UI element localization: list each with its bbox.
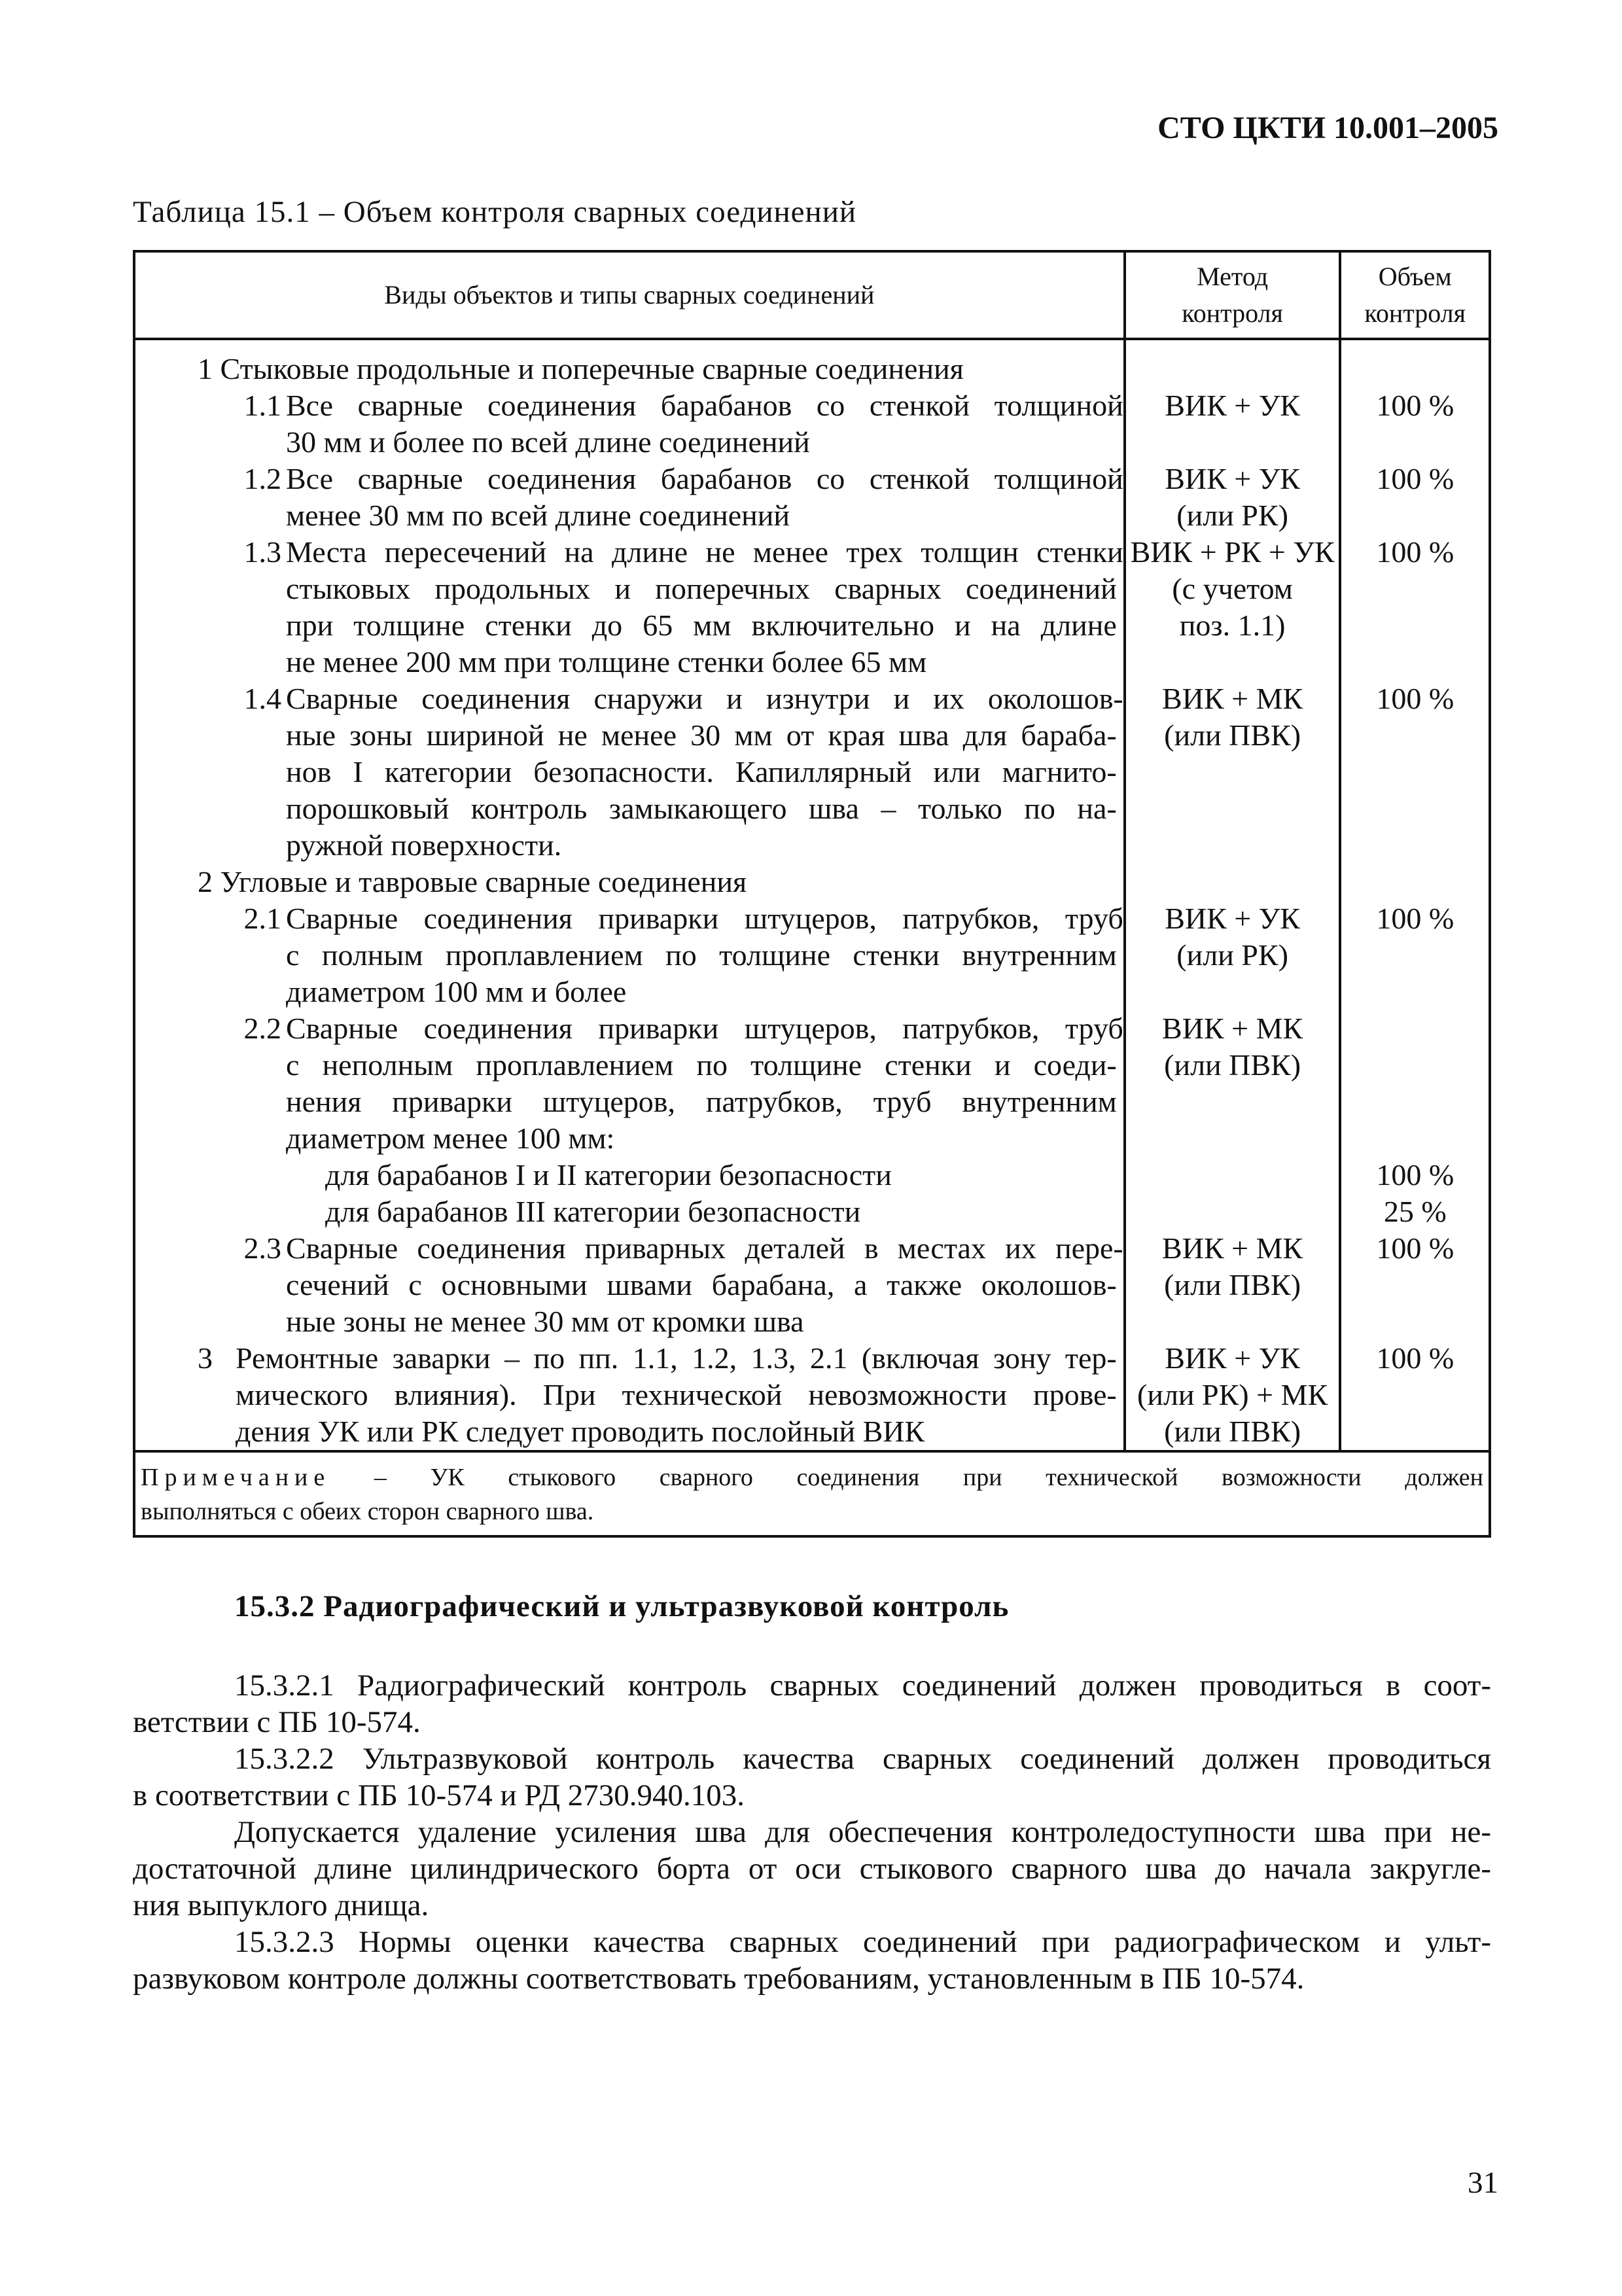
volume-value bbox=[1341, 644, 1489, 680]
objects-line: дения УК или РК следует проводить послойный ВИК bbox=[236, 1415, 925, 1448]
method-value: ВИК + УК bbox=[1165, 462, 1300, 495]
method-value bbox=[1126, 424, 1339, 461]
item-text: Сварные соединения снаружи и изнутри и их околошов- bbox=[286, 682, 1123, 715]
item-number: 1.3 bbox=[243, 535, 281, 569]
header-objects: Виды объектов и типы сварных соединений bbox=[134, 251, 1125, 339]
objects-line bbox=[135, 387, 1123, 424]
objects-line: ружной поверхности. bbox=[286, 828, 562, 862]
objects-line: менее 30 мм по всей длине соединений bbox=[286, 499, 790, 532]
item-text: Все сварные соединения барабанов со стенкой толщиной bbox=[286, 462, 1123, 495]
method-value bbox=[1126, 644, 1339, 680]
document-standard-code: СТО ЦКТИ 10.001–2005 bbox=[1157, 111, 1498, 145]
header-volume-line: Объем bbox=[1378, 262, 1452, 291]
objects-line bbox=[135, 900, 1123, 937]
objects-line: не менее 200 мм при толщине стенки более 65 мм bbox=[286, 645, 927, 679]
section-title: 15.3.2 Радиографический и ультразвуковой контроль bbox=[234, 1589, 1010, 1623]
header-method-line: Метод bbox=[1197, 262, 1269, 291]
objects-line: ные зоны шириной не менее 30 мм от края шва для бараба- bbox=[286, 718, 1117, 752]
volume-value bbox=[1341, 424, 1489, 461]
volume-value bbox=[1341, 1047, 1489, 1084]
method-value bbox=[1126, 827, 1339, 864]
objects-line: для барабанов I и II категории безопасности bbox=[325, 1158, 892, 1192]
volume-value: 100 % bbox=[1376, 902, 1455, 935]
page-number: 31 bbox=[1468, 2166, 1498, 2200]
header-method bbox=[1125, 251, 1341, 339]
note-text: – УК стыкового сварного соединения при технической возможности должен bbox=[330, 1464, 1483, 1491]
volume-value: 100 % bbox=[1376, 462, 1455, 495]
paragraph bbox=[133, 1667, 1491, 1740]
objects-line bbox=[135, 680, 1123, 717]
volume-value bbox=[1341, 497, 1489, 534]
paragraph-line: достаточной длине цилиндрического борта от оси стыкового сварного шва до начала закругле- bbox=[133, 1852, 1491, 1886]
paragraph-line: развуковом контроле должны соответствовать требованиям, установленным в ПБ 10-574. bbox=[133, 1962, 1305, 1996]
method-value bbox=[1126, 864, 1339, 900]
volume-value: 25 % bbox=[1383, 1195, 1447, 1228]
paragraph bbox=[133, 1924, 1491, 1997]
control-volume-table bbox=[133, 250, 1491, 1538]
method-value: ВИК + РК + УК bbox=[1130, 535, 1335, 569]
item-text: Сварные соединения приварки штуцеров, патрубков, труб bbox=[286, 902, 1123, 935]
method-value: (или РК) bbox=[1176, 938, 1288, 972]
item-number: 2.2 bbox=[243, 1012, 281, 1045]
paragraph-line: 15.3.2.3 Нормы оценки качества сварных соединений при радиографическом и ульт- bbox=[234, 1925, 1491, 1959]
paragraph-line: Допускается удаление усиления шва для обеспечения контроледоступности шва при не- bbox=[234, 1815, 1491, 1849]
volume-value bbox=[1341, 607, 1489, 644]
volume-value bbox=[1341, 864, 1489, 900]
volume-column bbox=[1340, 339, 1490, 1451]
objects-line bbox=[135, 461, 1123, 497]
objects-line bbox=[135, 1010, 1123, 1047]
volume-value: 100 % bbox=[1376, 389, 1455, 422]
method-value: ВИК + УК bbox=[1165, 902, 1300, 935]
method-value bbox=[1126, 351, 1339, 387]
objects-line: с неполным проплавлением по толщине стенки и соеди- bbox=[286, 1048, 1117, 1082]
method-column bbox=[1125, 339, 1341, 1451]
objects-line: 30 мм и более по всей длине соединений bbox=[286, 425, 810, 459]
volume-value: 100 % bbox=[1376, 682, 1455, 715]
method-value: ВИК + МК bbox=[1162, 1231, 1303, 1265]
volume-value: 100 % bbox=[1376, 535, 1455, 569]
volume-value bbox=[1341, 351, 1489, 387]
objects-line: нов I категории безопасности. Капиллярный или магнито- bbox=[286, 755, 1117, 788]
objects-line: при толщине стенки до 65 мм включительно и на длине bbox=[286, 609, 1117, 642]
objects-column bbox=[134, 339, 1125, 1451]
method-value: (или ПВК) bbox=[1164, 1048, 1301, 1082]
paragraph bbox=[133, 1740, 1491, 1814]
objects-line: с полным проплавлением по толщине стенки внутренним bbox=[286, 938, 1117, 972]
method-value bbox=[1126, 754, 1339, 790]
item-text: Сварные соединения приварки штуцеров, патрубков, труб bbox=[286, 1012, 1123, 1045]
item-number: 2.3 bbox=[243, 1231, 281, 1265]
objects-line: для барабанов III категории безопасности bbox=[325, 1195, 861, 1228]
volume-value bbox=[1341, 754, 1489, 790]
item-text: Ремонтные заварки – по пп. 1.1, 1.2, 1.3, 2.1 (включая зону тер- bbox=[236, 1341, 1117, 1375]
method-value: (с учетом bbox=[1172, 572, 1293, 605]
objects-line bbox=[135, 1340, 1123, 1377]
table-caption: Таблица 15.1 – Объем контроля сварных соединений bbox=[133, 195, 857, 229]
method-value: ВИК + МК bbox=[1162, 1012, 1303, 1045]
item-text: Все сварные соединения барабанов со стенкой толщиной bbox=[286, 389, 1123, 422]
table-note bbox=[134, 1451, 1490, 1536]
volume-value bbox=[1341, 1267, 1489, 1303]
method-value bbox=[1126, 1120, 1339, 1157]
table-note-row bbox=[134, 1451, 1490, 1536]
item-text: Сварные соединения приварных деталей в местах их пере- bbox=[286, 1231, 1123, 1265]
method-value: ВИК + УК bbox=[1165, 1341, 1300, 1375]
method-value: (или ПВК) bbox=[1164, 1268, 1301, 1301]
objects-line: диаметром менее 100 мм: bbox=[286, 1122, 615, 1155]
paragraph-line: ния выпуклого днища. bbox=[133, 1888, 429, 1922]
paragraph-line: ветствии с ПБ 10-574. bbox=[133, 1705, 421, 1739]
method-value bbox=[1126, 1084, 1339, 1120]
volume-value bbox=[1341, 717, 1489, 754]
method-value bbox=[1126, 1303, 1339, 1340]
paragraph-line: в соответствии с ПБ 10-574 и РД 2730.940.103. bbox=[133, 1778, 745, 1812]
note-label: Примечание bbox=[141, 1464, 331, 1491]
method-value bbox=[1126, 974, 1339, 1010]
method-value: (или РК) + МК bbox=[1137, 1378, 1328, 1411]
item-number: 1.1 bbox=[243, 389, 281, 422]
note-text-continued: выполняться с обеих сторон сварного шва. bbox=[141, 1498, 594, 1525]
volume-value bbox=[1341, 1084, 1489, 1120]
item-number: 2.1 bbox=[243, 902, 281, 935]
volume-value bbox=[1341, 1120, 1489, 1157]
item-number: 3 bbox=[198, 1341, 213, 1375]
objects-line: сечений с основными швами барабана, а также околошов- bbox=[286, 1268, 1117, 1301]
volume-value bbox=[1341, 1010, 1489, 1047]
objects-line: ные зоны не менее 30 мм от кромки шва bbox=[286, 1305, 804, 1338]
objects-line: 1 Стыковые продольные и поперечные сварные соединения bbox=[198, 352, 964, 385]
volume-value bbox=[1341, 1413, 1489, 1450]
volume-value: 100 % bbox=[1376, 1158, 1455, 1192]
volume-value bbox=[1341, 937, 1489, 974]
objects-line bbox=[135, 1230, 1123, 1267]
method-value: ВИК + УК bbox=[1165, 389, 1300, 422]
objects-line: стыковых продольных и поперечных сварных соединений bbox=[286, 572, 1117, 605]
method-value: поз. 1.1) bbox=[1179, 609, 1286, 642]
method-value bbox=[1126, 790, 1339, 827]
objects-line: диаметром 100 мм и более bbox=[286, 975, 627, 1008]
item-number: 1.2 bbox=[243, 462, 281, 495]
paragraph bbox=[133, 1814, 1491, 1924]
objects-line: мического влияния). При технической невозможности прове- bbox=[236, 1378, 1117, 1411]
objects-line: 2 Угловые и тавровые сварные соединения bbox=[198, 865, 747, 898]
method-value bbox=[1126, 1193, 1339, 1230]
header-method-line: контроля bbox=[1182, 298, 1283, 328]
objects-line: нения приварки штуцеров, патрубков, труб внутренним bbox=[286, 1085, 1117, 1118]
volume-value: 100 % bbox=[1376, 1231, 1455, 1265]
method-value: (или ПВК) bbox=[1164, 718, 1301, 752]
item-number: 1.4 bbox=[243, 682, 281, 715]
method-value bbox=[1126, 1157, 1339, 1193]
header-volume bbox=[1340, 251, 1490, 339]
method-value: ВИК + МК bbox=[1162, 682, 1303, 715]
volume-value bbox=[1341, 1303, 1489, 1340]
table-header-row bbox=[134, 251, 1490, 339]
header-volume-line: контроля bbox=[1364, 298, 1466, 328]
item-text: Места пересечений на длине не менее трех толщин стенки bbox=[286, 535, 1123, 569]
volume-value: 100 % bbox=[1376, 1341, 1455, 1375]
method-value: (или РК) bbox=[1176, 499, 1288, 532]
table-body-row bbox=[134, 339, 1490, 1451]
objects-line: порошковый контроль замыкающего шва – только по на- bbox=[286, 792, 1117, 825]
volume-value bbox=[1341, 571, 1489, 607]
paragraph-line: 15.3.2.2 Ультразвуковой контроль качества сварных соединений должен проводиться bbox=[234, 1742, 1491, 1776]
volume-value bbox=[1341, 1377, 1489, 1413]
volume-value bbox=[1341, 790, 1489, 827]
volume-value bbox=[1341, 974, 1489, 1010]
paragraph-line: 15.3.2.1 Радиографический контроль сварных соединений должен проводиться в соот- bbox=[234, 1669, 1491, 1703]
objects-line bbox=[135, 534, 1123, 571]
volume-value bbox=[1341, 827, 1489, 864]
method-value: (или ПВК) bbox=[1164, 1415, 1301, 1448]
